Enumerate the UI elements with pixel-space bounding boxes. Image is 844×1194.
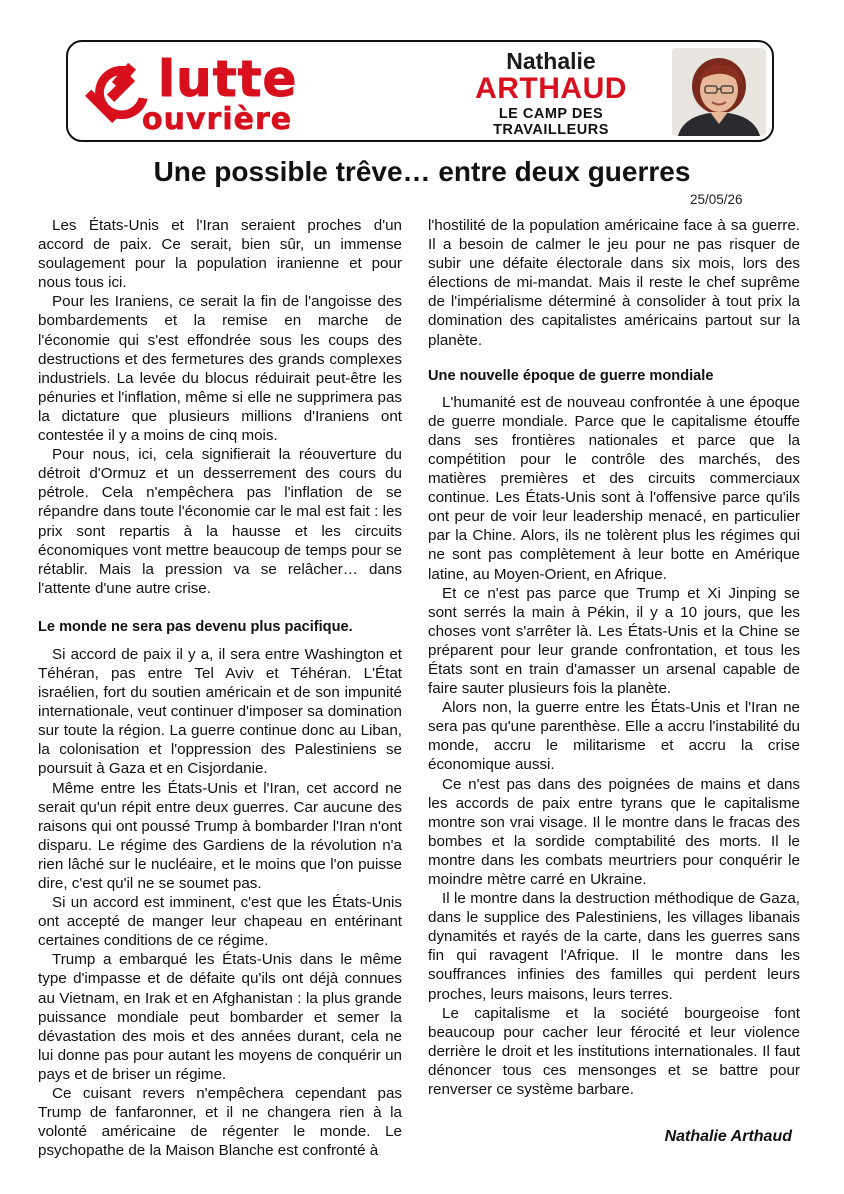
paragraph: Ce cuisant revers n'empêchera cependant pas Trump de fanfaronner, et il ne changera rien à la volonté américaine de régenter le monde. Le psychopathe de la Maison Blanche est confronté à <box>38 1085 402 1160</box>
paragraph: Et ce n'est pas parce que Trump et Xi Jinping se sont serrés la main à Pékin, il y a 10 jours, que les choses vont s'arrêter là. Les États-Unis et la Chine se préparent pour leur grande confrontation, et tous les États sont en train d'amasser un arsenal capable de faire sauter plusieurs fois la planète. <box>428 584 800 698</box>
candidate-last-name: ARTHAUD <box>475 72 627 105</box>
logo-ouvriere-text: ouvrière <box>142 102 293 137</box>
article-date: 25/05/26 <box>690 192 743 207</box>
paragraph: Même entre les États-Unis et l'Iran, cet accord ne serait qu'un répit entre deux guerres. Car aucune des raisons qui ont poussé Trump à bombarder l'Iran n'ont disparu. Le régime des Gardiens de la révolution n'a rien lâché sur le nucléaire, et le moins que l'on puisse dire, c'est qu'il ne se soumet pas. <box>38 779 402 892</box>
paragraph: Il le montre dans la destruction méthodique de Gaza, dans le supplice des Palestiniens, les villages libanais dynamités et rayés de la carte, dans les guerres sans fin qui ravagent l'Afrique. Il le montre dans les souffrances infinies des familles qui perdent leurs proches, leurs maisons, leurs terres. <box>428 890 800 1003</box>
logo-lutte-text: lutte <box>158 50 298 108</box>
article-column-left <box>38 216 402 1160</box>
paragraph: l'hostilité de la population américaine face à sa guerre. Il a besoin de calmer le jeu pour ne pas risquer de subir une défaite électorale dans six mois, lors des élections de mi-mandat. Mais il reste le chef suprême de l'impérialisme déterminé à consolider à tout prix la domination des capitalistes américains partout sur la planète. <box>428 217 800 349</box>
paragraph: Si un accord est imminent, c'est que les États-Unis ont accepté de manger leur chapeau en entérinant certaines conditions de ce régime. <box>38 894 402 950</box>
signature: Nathalie Arthaud <box>664 1128 792 1145</box>
paragraph: Si accord de paix il y a, il sera entre Washington et Téhéran, pas entre Tel Aviv et Téhéran. L'État israélien, fort du soutien américain et de son impunité internationale, veut continuer d'imposer sa domination sur toute la région. La guerre continue donc au Liban, la colonisation et l'oppression des Palestiniens se poursuit à Gaza et en Cisjordanie. <box>38 645 402 778</box>
portrait-icon <box>672 48 766 136</box>
paragraph: Alors non, la guerre entre les États-Unis et l'Iran ne sera pas qu'une parenthèse. Elle a accru l'instabilité du monde, accru le militarisme et accru la crise économique aussi. <box>428 699 800 774</box>
slogan-line-2: TRAVAILLEURS <box>493 122 609 138</box>
paragraph: Pour nous, ici, cela signifierait la réouverture du détroit d'Ormuz et un desserrement des cours du pétrole. Cela n'empêchera pas l'inflation de se répandre dans toute l'économie car le mal est fait : les prix sont repartis à la hausse et les circuits économiques vont mettre beaucoup de temps pour se rétablir. Mais la pression va se relâcher… dans l'attente d'une autre crise. <box>38 446 402 597</box>
paragraph: L'humanité est de nouveau confrontée à une époque de guerre mondiale. Parce que le capitalisme étouffe dans ses frontières nationales et parce que la compétition pour le contrôle des marchés, des matières premières et des circuits commerciaux continue. Les États-Unis sont à l'offensive parce qu'ils ont peur de voir leur leadership menacé, en particulier par la Chine. Alors, ils ne tolèrent plus les régimes qui ne sont pas complètement à leur botte en Amérique latine, au Moyen-Orient, en Afrique. <box>428 393 800 583</box>
section-heading: Le monde ne sera pas devenu plus pacifique. <box>38 618 353 635</box>
section-heading: Une nouvelle époque de guerre mondiale <box>428 367 714 384</box>
masthead-banner <box>66 40 774 142</box>
paragraph: Trump a embarqué les États-Unis dans le même type d'impasse et de défaite qu'ils ont déjà connues au Vietnam, en Irak et en Afghanistan : la plus grande puissance mondiale peut bombarder et semer la dévastation des mois et des années durant, cela ne lui donne pas pour autant les moyens de conquérir un pays et de briser un régime. <box>38 951 402 1083</box>
paragraph: Ce n'est pas dans des poignées de mains et dans les accords de paix entre tyrans que le capitalisme montre son vrai visage. Il le montre dans le fracas des bombes et la sordide comptabilité des morts. Il le montre dans les combats meurtriers pour conquérir le moindre mètre carré en Ukraine. <box>428 775 800 888</box>
article-column-right <box>428 216 800 1099</box>
candidate-first-name: Nathalie <box>506 48 596 74</box>
paragraph: Le capitalisme et la société bourgeoise font beaucoup pour cacher leur férocité et leur violence derrière le droit et les institutions internationales. Il faut dénoncer tous ces mensonges et se battre pour renverser ce système barbare. <box>428 1004 800 1099</box>
lutte-ouvriere-logo <box>80 52 420 136</box>
paragraph: Pour les Iraniens, ce serait la fin de l'angoisse des bombardements et la remise en marche de l'économie qui s'est effondrée sous les coups des destructions et des fermetures des grands complexes industriels. La levée du blocus réduirait peut-être les pénuries et l'inflation, même si elle ne supprimera pas la dictature que plusieurs millions d'Iraniens ont contestée il y a moins de cinq mois. <box>38 293 402 445</box>
candidate-photo <box>672 48 766 136</box>
paragraph: Les États-Unis et l'Iran seraient proches d'un accord de paix. Ce serait, bien sûr, un immense soulagement pour la population iranienne et pour nous tous ici. <box>38 217 402 292</box>
article-title: Une possible trêve… entre deux guerres <box>153 156 691 187</box>
slogan-line-1: LE CAMP DES <box>498 106 604 122</box>
candidate-block <box>456 48 646 138</box>
